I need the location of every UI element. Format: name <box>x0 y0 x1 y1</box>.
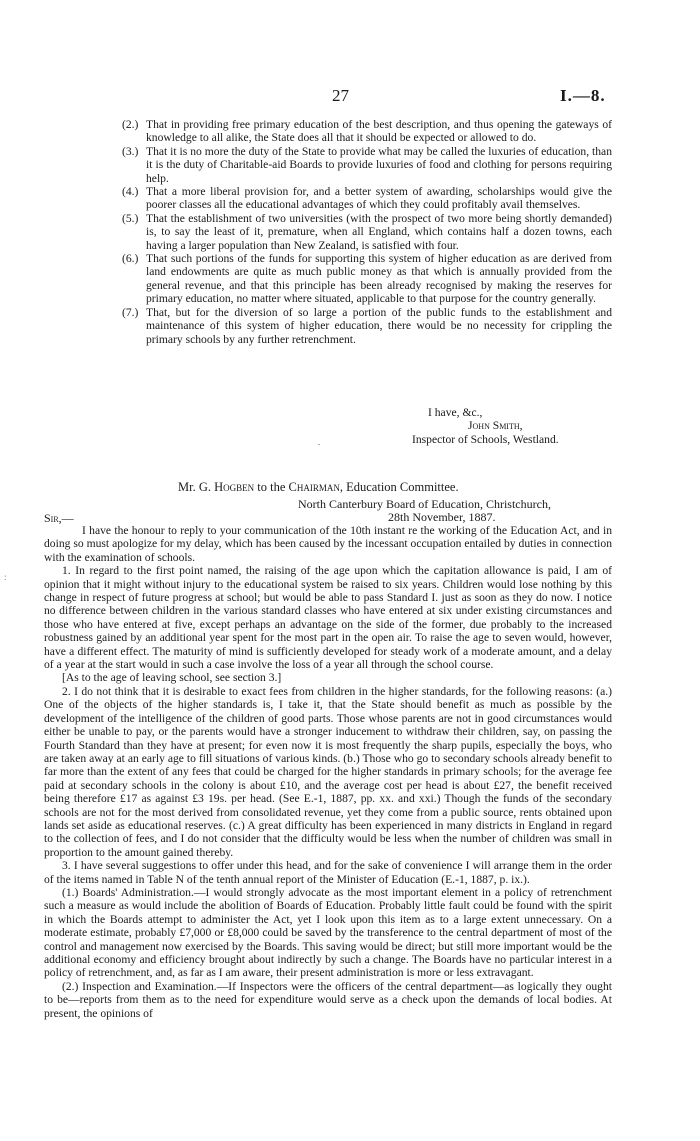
paragraph: 1. In regard to the first point named, the raising of the age upon which the capitation allowance is paid, I am of opinion that it might without injury to the educational system be raised to six years. Children would lose nothing by this change in respect of future progress at school; but would be able to pass Standard I. just as soon as they do now. I notice no difference between children in the various standard classes who have entered at six under existing circumstances and those who have entered at five, except perhaps an advantage on the side of the former, due probably to the increased robustness gained by an additional year spent for the most part in the open air. To raise the age to seven would, however, have a different effect. The maturity of mind is sufficiently developed for steady work of a moderate amount, and a delay of a year at the start would in such a case involve the loss of a year all through the school course. <box>44 564 612 672</box>
list-item-text: That such portions of the funds for supporting this system of higher education as are derived from land endowments are quite as much public money as that which is annually provided from the general revenue, and that this principle has been already recognised by making the reserves for primary education, no matter where situated, applicable to that purpose for the country generally. <box>146 252 612 306</box>
author-name: Hogben <box>214 480 255 494</box>
list-item <box>122 212 612 252</box>
recipient-name: Chairman <box>288 480 340 494</box>
document-page: 27 I.—8. (2.) That in providing free primary education of the best description, and thus opening the gateways of knowledge to all alike, the State does all that it should be expected or allowed to do. (3.) That it is no more the duty of the State to provide what may be called the luxuries of education, than it is the duty of Charitable-aid Boards to provide luxuries of food and clothing for persons requiring help. (4.) That a more liberal provision for, and a better system of awarding, scholarships would give the poorer classes all the educational advantages of which they could profitably avail themselves. (5.) That the establishment of two universities (with the prospect of two more being shortly demanded) is, to say the least of it, premature, when all England, which contains half a dozen towns, each having a larger population than New Zealand, is satisfied with four. (6.) That such portions of the funds for supporting this system of higher education as are derived from land endowments are quite as much public money as that which is annually provided from the general revenue, and that this principle has been already recognised by making the reserves for primary education, no matter where situated, applicable to that purpose for the country generally. (7.) That, but for the diversion of so large a portion of the public funds to the establishment and maintenance of this system of higher education, there would be no necessity for crippling the primary schools by any further retrenchment. I have, &c., John Smith, Inspector of Schools, Westland. . Mr. G. Hogben to the Chairman, Education Committee. North Canterbury Board of Education, Christchurch, Sir,— 28th November, 1887. I have the honour to reply to your communication of the 10th instant re the working of the Education Act, and in doing so must apologize for my delay, which has been caused by the incessant occupation entailed by duties in connection with the examination of schools. 1. In regard to the first point named, the raising of the age upon which the capitation allowance is paid, I am of opinion that it might without injury to the educational system be raised to six years. Children would lose nothing by this change in respect of future progress at school; but would be able to pass Standard I. just as soon as they do now. I notice no difference between children in the various standard classes who have entered at six under existing circumstances and those who have entered at five, except perhaps an advantage on the side of the former, due probably to the increased robustness gained by an additional year spent for the most part in the open air. To raise the age to seven would, however, have a different effect. The maturity of mind is sufficiently developed for steady work of a moderate amount, and a delay of a year at the start would in such a case involve the loss of a year all through the school course. [As to the age of leaving school, see section 3.] 2. I do not think that it is desirable to exact fees from children in the higher standards, for the following reasons: (a.) One of the objects of the higher standards is, I take it, that the State should benefit as much as possible by the development of the intelligence of the children of good parts. Those whose parents are not in good circumstances would either be unable to pay, or the parents would have a stronger inducement to withdraw their children, say, on passing the Fourth Standard than they have at present; for even now it is most frequently the sharp pupils, especially the boys, who are taken away at an early age to fill situations of various kinds. (b.) Those who go to secondary schools already benefit to far more than the extent of any fees that could be charged for the higher standards in primary schools; for the average fee paid at secondary schools in the colony is about £10, and the average cost per head is about £27, the benefit received being therefore £17 as against £3 19s. per head. (See E.-1, 1887, pp. xx. and xxi.) Though the funds of the secondary schools are not for the most derived from consolidated revenue, yet they come from a public source, rents obtained upon lands set aside as educational reserves. (c.) A great difficulty has been experienced in many districts in England in regard to the collection of fees, and I do not consider that the difficulty would be less when the number of children was small in proportion to the amount gained thereby. 3. I have several suggestions to offer under this head, and for the sake of convenience I will arrange them in the order of the items named in Table N of the tenth annual report of the Minister of Education (E.-1, 1887, p. ix.). (1.) Boards' Administration.—I would strongly advocate as the most important element in a policy of retrenchment such a measure as would include the abolition of Boards of Education. Probably little fault could be found with the spirit in which the Boards attempt to administer the Act, yet I look upon this item as to a large extent unnecessary. On a moderate estimate, probably £7,000 or £8,000 could be saved by the transference to the central department of most of the control and management now exercised by the Boards. This saving would be direct; but still more important would be the additional economy and efficiency brought about indirectly by such a change. The Boards have no particular interest in a policy of retrenchment, and, as far as I am aware, their present administration is more or less extravagant. (2.) Inspection and Examination.—If Inspectors were the officers of the central department—as logically they ought to be—reports from them as to the need for expenditure would serve as a check upon the demands of local bodies. At present, the opinions of : <box>4 86 612 1020</box>
salutation: Sir,— <box>44 511 74 525</box>
paragraph: (2.) Inspection and Examination.—If Inspectors were the officers of the central department—as logically they ought to be—reports from them as to the need for expenditure would serve as a check upon the demands of local bodies. At present, the opinions of <box>44 979 612 1020</box>
paragraph: (1.) Boards' Administration.—I would strongly advocate as the most important element in a policy of retrenchment such a measure as would include the abolition of Boards of Education. Probably little fault could be found with the spirit in which the Boards attempt to administer the Act, yet I look upon this item as to a large extent unnecessary. On a moderate estimate, probably £7,000 or £8,000 could be saved by the transference to the central department of most of the control and management now exercised by the Boards. This saving would be direct; but still more important would be the additional economy and efficiency brought about indirectly by such a change. The Boards have no particular interest in a policy of retrenchment, and, as far as I am aware, their present administration is more or less extravagant. <box>44 885 612 980</box>
list-item-text: That in providing free primary education of the best description, and thus opening the gateways of knowledge to all alike, the State does all that it should be expected or allowed to do. <box>146 118 612 145</box>
list-item-number: (2.) <box>122 118 139 131</box>
list-item-number: (5.) <box>122 211 139 225</box>
list-item-number: (6.) <box>122 252 139 266</box>
letter-address: North Canterbury Board of Education, Christchurch, <box>298 497 551 511</box>
letter-body <box>44 524 612 1020</box>
list-item <box>122 118 612 145</box>
letter-title: Mr. G. Hogben to the Chairman, Education Committee. <box>178 480 459 494</box>
document-reference: I.—8. <box>560 86 606 105</box>
list-item-text: That it is no more the duty of the State to provide what may be called the luxuries of education, than it is the duty of Charitable-aid Boards to provide luxuries of food and clothing for persons requiring help. <box>146 144 612 185</box>
signature-title: Inspector of Schools, Westland. <box>412 433 559 446</box>
list-item-text: That the establishment of two universities (with the prospect of two more being shortly demanded) is, to say the least of it, premature, when all England, which contains half a dozen towns, each having a larger population than New Zealand, is satisfied with four. <box>146 211 612 252</box>
list-item-number: (7.) <box>122 305 139 319</box>
paragraph: 2. I do not think that it is desirable to exact fees from children in the higher standards, for the following reasons: (a.) One of the objects of the higher standards is, I take it, that the State should benefit as much as possible by the development of the intelligence of the children of good parts. Those whose parents are not in good circumstances would either be unable to pay, or the parents would have a stronger inducement to withdraw their children, say, on passing the Fourth Standard than they have at present; for even now it is most frequently the sharp pupils, especially the boys, who are taken away at an early age to fill situations of various kinds. (b.) Those who go to secondary schools already benefit to far more than the extent of any fees that could be charged for the higher standards in primary schools; for the average fee paid at secondary schools in the colony is about £10, and the average cost per head is about £27, the benefit received being therefore £17 as against £3 19s. per head. (See E.-1, 1887, pp. xx. and xxi.) Though the funds of the secondary schools are not for the most derived from consolidated revenue, yet they come from a public source, rents obtained upon lands set aside as educational reserves. (c.) A great difficulty has been experienced in many districts in England in regard to the collection of fees, and I do not consider that the difficulty would be less when the number of children was small in proportion to the amount gained thereby. <box>44 684 612 859</box>
list-item <box>122 145 612 185</box>
page-number: 27 <box>332 86 349 105</box>
margin-mark: : <box>4 572 7 582</box>
paragraph: 3. I have several suggestions to offer under this head, and for the sake of convenience I will arrange them in the order of the items named in Table N of the tenth annual report of the Minister of Education (E.-1, 1887, p. ix.). <box>44 859 612 886</box>
list-item-text: That, but for the diversion of so large a portion of the public funds to the establishment and maintenance of this system of higher education, there would be no necessity for crippling the primary schools by any further retrenchment. <box>146 305 612 346</box>
paragraph: I have the honour to reply to your communication of the 10th instant re the working of the Education Act, and in doing so must apologize for my delay, which has been caused by the incessant occupation entailed by duties in connection with the examination of schools. <box>44 524 612 564</box>
list-item-text: That a more liberal provision for, and a better system of awarding, scholarships would give the poorer classes all the educational advantages of which they could profitably avail themselves. <box>146 185 612 212</box>
list-item-number: (3.) <box>122 144 139 158</box>
signature-closing: I have, &c., <box>428 406 483 419</box>
list-item-number: (4.) <box>122 185 139 199</box>
list-item <box>122 306 612 346</box>
list-item <box>122 185 612 212</box>
letter-date: 28th November, 1887. <box>388 510 496 524</box>
list-item <box>122 252 612 306</box>
paragraph: [As to the age of leaving school, see section 3.] <box>62 671 282 685</box>
conclusions-list <box>122 118 612 346</box>
signature-name: John Smith, <box>468 419 523 432</box>
